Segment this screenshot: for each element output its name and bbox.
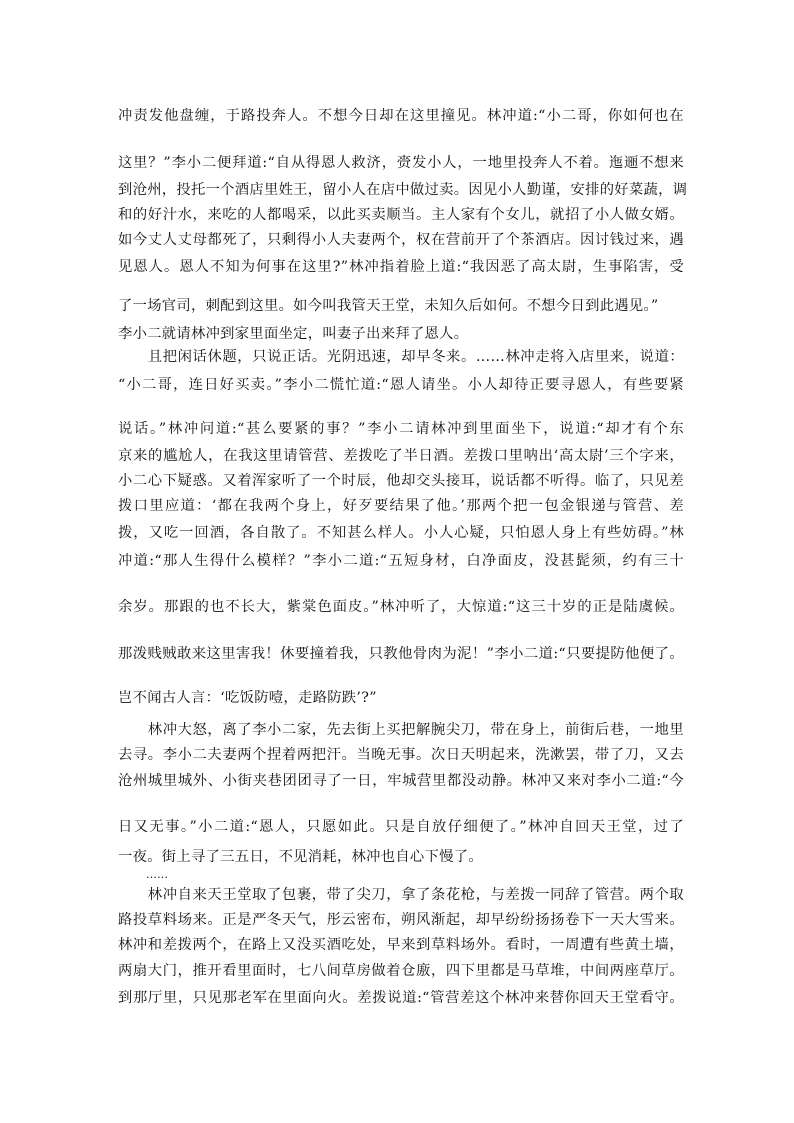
text-line-2: 这里？”李小二便拜道:“自从得恩人救济，赍发小人，一地里投奔人不着。迤逦不想来 [118, 155, 684, 171]
text-line-28: 两扇大门，推开看里面时，七八间草房做着仓廒，四下里都是马草堆，中间两座草厅。 [118, 963, 684, 979]
text-line-19: 岂不闻古人言：‘吃饭防噎，走路防跌’?” [118, 690, 377, 706]
text-line-16: 冲道:“那人生得什么模样？”李小二道:“五短身材，白净面皮，没甚髭须，约有三十 [118, 553, 684, 569]
text-line-20: 林冲大怒，离了李小二家，先去街上买把解腕尖刀，带在身上，前街后巷，一地里 [118, 722, 684, 738]
text-line-12: 京来的尴尬人，在我这里请管营、差拨吃了半日酒。差拨口里呐出‘高太尉’三个字来， [118, 448, 684, 464]
text-line-13: 小二心下疑惑。又着浑家听了一个时辰，他却交头接耳，说话都不听得。临了，只见差 [118, 473, 684, 489]
text-line-8: 李小二就请林冲到家里面坐定，叫妻子出来拜了恩人。 [118, 326, 469, 342]
text-line-29: 到那厅里，只见那老军在里面向火。差拨说道:“管营差这个林冲来替你回天王堂看守。 [118, 990, 684, 1006]
text-line-27: 林冲和差拨两个，在路上又没买酒吃处，早来到草料场外。看时，一周遭有些黄土墙， [118, 937, 684, 953]
text-line-17: 余岁。那跟的也不长大，紫棠色面皮。”林冲听了，大惊道:“这三十岁的正是陆虞候。 [118, 599, 684, 615]
text-line-5: 如今丈人丈母都死了，只剩得小人夫妻两个，权在营前开了个茶酒店。因讨钱过来，遇 [118, 232, 684, 248]
text-line-26: 路投草料场来。正是严冬天气，彤云密布，朔风渐起，却早纷纷扬扬卷下一天大雪来。 [118, 912, 684, 928]
text-line-11: 说话。”林冲问道:“甚么要紧的事？”李小二请林冲到里面坐下，说道:“却才有个东 [118, 421, 684, 437]
text-line-18: 那泼贱贼敢来这里害我！休要撞着我，只教他骨肉为泥！”李小二道:“只要提防他便了。 [118, 646, 684, 662]
ellipsis: …… [146, 868, 168, 881]
text-line-24: 一夜。街上寻了三五日，不见消耗，林冲也自心下慢了。 [118, 849, 483, 865]
text-line-3: 到沧州，投托一个酒店里姓王，留小人在店中做过卖。因见小人勤谨，安排的好菜蔬，调 [118, 182, 688, 198]
text-line-7: 了一场官司，刺配到这里。如今叫我管天王堂，未知久后如何。不想今日到此遇见。” [118, 298, 659, 314]
text-line-6: 见恩人。恩人不知为何事在这里?”林冲指着脸上道:“我因恶了高太尉，生事陷害，受 [118, 259, 684, 275]
text-line-10: “小二哥，连日好买卖。”李小二慌忙道:“恩人请坐。小人却待正要寻恩人，有些要紧 [118, 377, 684, 393]
text-line-21: 去寻。李小二夫妻两个捏着两把汗。当晚无事。次日天明起来，洗漱罢，带了刀，又去 [118, 747, 684, 763]
text-line-15: 拨，又吃一回酒，各自散了。不知甚么样人。小人心疑，只怕恩人身上有些妨碍。”林 [118, 525, 684, 541]
text-line-23: 日又无事。”小二道:“恩人，只愿如此。只是自放仔细便了。”林冲自回天王堂，过了 [118, 819, 684, 835]
text-line-25: 林冲自来天王堂取了包裹，带了尖刀，拿了条花枪，与差拨一同辞了管营。两个取 [118, 887, 684, 903]
text-line-14: 拨口里应道：‘都在我两个身上，好歹要结果了他。’那两个把一包金银递与管营、差 [118, 498, 684, 514]
text-line-22: 沧州城里城外、小街夹巷团团寻了一日，牢城营里都没动静。林冲又来对李小二道:“今 [118, 773, 684, 789]
text-line-9: 且把闲话休题，只说正话。光阴迅速，却早冬来。……林冲走将入店里来，说道： [118, 349, 684, 365]
text-line-4: 和的好汁水，来吃的人都喝采，以此买卖顺当。主人家有个女儿，就招了小人做女婿。 [118, 207, 684, 223]
text-line-1: 冲责发他盘缠，于路投奔人。不想今日却在这里撞见。林冲道:“小二哥，你如何也在 [118, 108, 684, 124]
